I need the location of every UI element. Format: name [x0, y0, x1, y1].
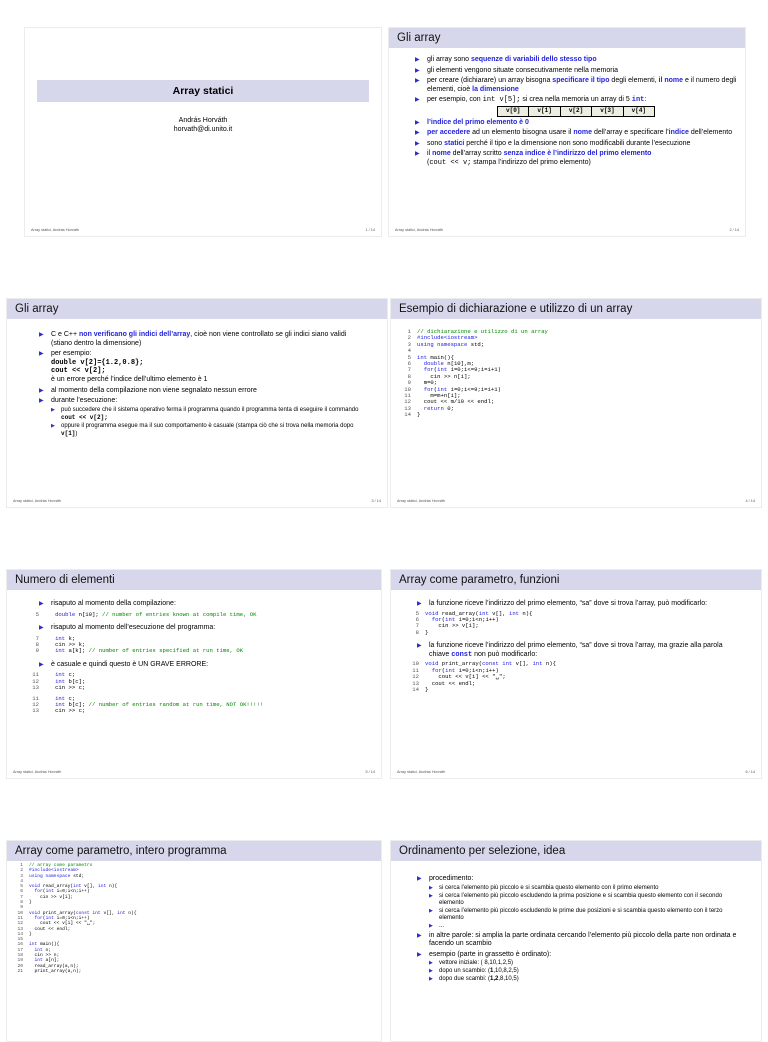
- slide-1: [24, 27, 382, 237]
- slide-6: [390, 569, 762, 779]
- footer-text: Array statici, András Horváth: [397, 499, 446, 503]
- author-email: horvath@di.unito.it: [173, 126, 233, 133]
- list-item: ▶ ...: [429, 923, 739, 930]
- list-item: ▶ dopo un scambio: (1,10,8,2,5): [429, 968, 739, 975]
- slide-title: Gli array: [389, 28, 745, 48]
- page-number: 5 / 14: [365, 770, 375, 774]
- slide-title: Ordinamento per selezione, idea: [391, 841, 761, 861]
- array-cell: v[3]: [592, 106, 623, 116]
- list-item: ▶ la funzione riceve l’indirizzo del primo elemento, “sa” dove si trova l’array, può modificarlo:: [417, 600, 743, 609]
- list-item: ▶ risaputo al momento dell’esecuzione del programma:: [39, 624, 375, 633]
- list-item: ▶ si cerca l’elemento più piccolo escludendo le prime due posizioni e si scambia questo elemento con il terzo elemento: [429, 908, 739, 922]
- list-item: ▶ gli elementi vengono situate consecutivamente nella memoria: [415, 67, 739, 76]
- bullet-list: [415, 56, 739, 168]
- bullet-list: [39, 331, 367, 438]
- sub-list: [429, 885, 739, 930]
- slide-5: [6, 569, 382, 779]
- sub-list: [51, 407, 367, 438]
- code-block: 1 // dichiarazione e utilizzo di un array 2 #include<iostream> 3 using namespace std; 4 5 int main(){ 6 double n[10],m; 7 for(int i=0;i<=9;i=i+1) 8 cin >> n[i]; 9 m=0; 10 for(int i=0;i<=9;i=i+1) 11 m=m+n[i]; 12 cout << m/10 << endl; 13 return 0; 14 }: [404, 328, 548, 419]
- bullet-list: [417, 875, 739, 983]
- page-number: 6 / 14: [745, 770, 755, 774]
- author-name: András Horváth: [178, 117, 228, 124]
- list-item: ▶ al momento della compilazione non viene segnalato nessun errore: [39, 387, 367, 396]
- list-item: ▶ oppure il programma esegue ma il suo comportamento è casuale (stampa ciò che si trova nella memoria dopo v[1]): [51, 423, 367, 438]
- page-number: 2 / 14: [729, 228, 739, 232]
- slide-2: [388, 27, 746, 237]
- list-item: ▶ procedimento: ▶ si cerca l’elemento più piccolo e si scambia questo elemento con il primo elemento ▶ si cerca l’elemento più piccolo escludendo la prima posizione e si scambia questo elemento con il secondo elemento ▶ si cerca l’elemento più piccolo escludendo le prime due posizioni e si scambia questo elemento con il terzo elemento ▶ ...: [417, 875, 739, 930]
- list-item: ▶ si cerca l’elemento più piccolo escludendo la prima posizione e si scambia questo elemento con il secondo elemento: [429, 893, 739, 907]
- list-item: ▶ per accedere ad un elemento bisogna usare il nome dell’array e specificare l’indice dell’elemento: [415, 129, 739, 138]
- bullet-list: [39, 661, 375, 670]
- list-item: ▶ risaputo al momento della compilazione:: [39, 600, 375, 609]
- list-item: ▶ è casuale e quindi questo è UN GRAVE ERRORE:: [39, 661, 375, 670]
- bullet-list: [39, 624, 375, 633]
- slide-footer: [31, 228, 375, 232]
- list-item: ▶ per creare (dichiarare) un array bisogna specificare il tipo degli elementi, il nome e il numero degli elementi, cioè la dimensione: [415, 77, 739, 94]
- array-diagram: [497, 106, 655, 117]
- array-cell: v[4]: [623, 106, 654, 116]
- slide-title: Gli array: [7, 299, 387, 319]
- sub-list: [429, 960, 739, 983]
- slide-title: Numero di elementi: [7, 570, 381, 590]
- list-item: ▶ si cerca l’elemento più piccolo e si scambia questo elemento con il primo elemento: [429, 885, 739, 892]
- code-block: 5 double n[10]; // number of entries known at compile time, OK: [35, 610, 257, 618]
- page-number: 1 / 14: [365, 228, 375, 232]
- bullet-list: [417, 642, 743, 659]
- array-cell: v[0]: [498, 106, 529, 116]
- slide-7: [6, 840, 382, 1042]
- array-cell: v[1]: [529, 106, 560, 116]
- code-block: 5 void read_array(int v[], int n){ 6 for(int i=0;i<n;i++) 7 cin >> v[i]; 8 }: [415, 609, 533, 636]
- slide-footer: [397, 770, 755, 774]
- list-item: ▶ vettore iniziale: ( 8,10,1,2,5): [429, 960, 739, 967]
- slide-footer: [13, 770, 375, 774]
- slide-title: Array come parametro, funzioni: [391, 570, 761, 590]
- list-item: ▶ in altre parole: si amplia la parte ordinata cercando l’elemento più piccolo della parte non ordinata e facendo un scambio: [417, 932, 739, 949]
- footer-text: Array statici, András Horváth: [13, 499, 62, 503]
- slide-8: [390, 840, 762, 1042]
- page-number: 4 / 14: [745, 499, 755, 503]
- code-block: 1 // array come parametro 2 #include<iostream> 3 using namespace std; 4 5 void read_array(int v[], int n){ 6 for(int i=0;i<n;i++) 7 cin >> v[i]; 8 } 9 10 void print_array(const int v[], int n){ 11 for(int i=0;i<n;i++) 12 cout << v[i] << "␣"; 13 cout << endl; 14 } 15 16 int main(){ 17 int n; 18 cin >> n; 19 int a[n]; 20 read_array(a,n); 21 print_array(a,n);: [17, 863, 137, 974]
- list-item: ▶ la funzione riceve l’indirizzo del primo elemento, “sa” dove si trova l’array, ma grazie alla parola chiave const non può modificarlo:: [417, 642, 743, 659]
- slide-title: Esempio di dichiarazione e utilizzo di un array: [391, 299, 761, 319]
- list-item: ▶ durante l’esecuzione: ▶ può succedere che il sistema operativo ferma il programma quando il programma tenta di eseguire il commando cout << v[2]; ▶ oppure il programma esegue ma il suo comportamento è casuale (stampa ciò che si trova nella memoria dopo v[1]): [39, 397, 367, 438]
- slide-3: [6, 298, 388, 508]
- footer-text: Array statici, András Horváth: [395, 228, 444, 232]
- code-block: 7 int k; 8 cin >> k; 9 int a[k]; // number of entries specified at run time, OK: [35, 634, 244, 655]
- list-item: ▶ può succedere che il sistema operativo ferma il programma quando il programma tenta di eseguire il commando cout << v[2];: [51, 407, 367, 422]
- list-item: ▶ esempio (parte in grassetto è ordinato): ▶ vettore iniziale: ( 8,10,1,2,5) ▶ dopo un scambio: (1,10,8,2,5) ▶ dopo due scambi: (1,2,8,10,5): [417, 951, 739, 984]
- footer-text: Array statici, András Horváth: [397, 770, 446, 774]
- presentation-title: Array statici: [172, 85, 234, 97]
- array-cell: v[2]: [560, 106, 591, 116]
- bullet-list: [39, 600, 375, 609]
- list-item: ▶ gli array sono sequenze di variabili dello stesso tipo: [415, 56, 739, 65]
- slide-title: Array come parametro, intero programma: [7, 841, 381, 861]
- bullet-list: [417, 600, 743, 609]
- slide-footer: [13, 499, 381, 503]
- list-item: ▶ C e C++ non verificano gli indici dell’array, cioè non viene controllato se gli indici siano validi (stiano dentro la dimensione): [39, 331, 367, 348]
- code-block: 11 int c; 12 int b[c]; 13 cin >> c;: [32, 671, 86, 692]
- list-item: ▶ per esempio: double v[2]={1.2,0.8}; cout << v[2]; è un errore perché l’indice dell’ultimo elemento è 1: [39, 350, 367, 384]
- list-item: ▶ dopo due scambi: (1,2,8,10,5): [429, 976, 739, 983]
- page-number: 3 / 14: [371, 499, 381, 503]
- code-block: 10 void print_array(const int v[], int n){ 11 for(int i=0;i<n;i++) 12 cout << v[i] << "␣"; 13 cout << endl; 14 }: [412, 660, 556, 694]
- footer-text: Array statici, András Horváth: [31, 228, 80, 232]
- list-item: ▶ il nome dell’array scritto senza indice è l’indirizzo del primo elemento (cout << v; stampa l’indirizzo del primo elemento): [415, 150, 739, 167]
- title-box: [37, 80, 369, 102]
- slide-4: [390, 298, 762, 508]
- code-block: 11 int c; 12 int b[c]; // number of entries random at run time, NOT OK!!!!! 13 cin >> c;: [32, 694, 264, 715]
- slide-footer: [395, 228, 739, 232]
- list-item: ▶ l’indice del primo elemento è 0: [415, 119, 739, 128]
- footer-text: Array statici, András Horváth: [13, 770, 62, 774]
- slide-footer: [397, 499, 755, 503]
- list-item: ▶ sono statici perché il tipo e la dimensione non sono modificabili durante l’esecuzione: [415, 140, 739, 149]
- list-item: ▶ per esempio, con int v[5]; si crea nella memoria un array di 5 int: v[0] v[1] v[2] v[3] v[4]: [415, 96, 739, 116]
